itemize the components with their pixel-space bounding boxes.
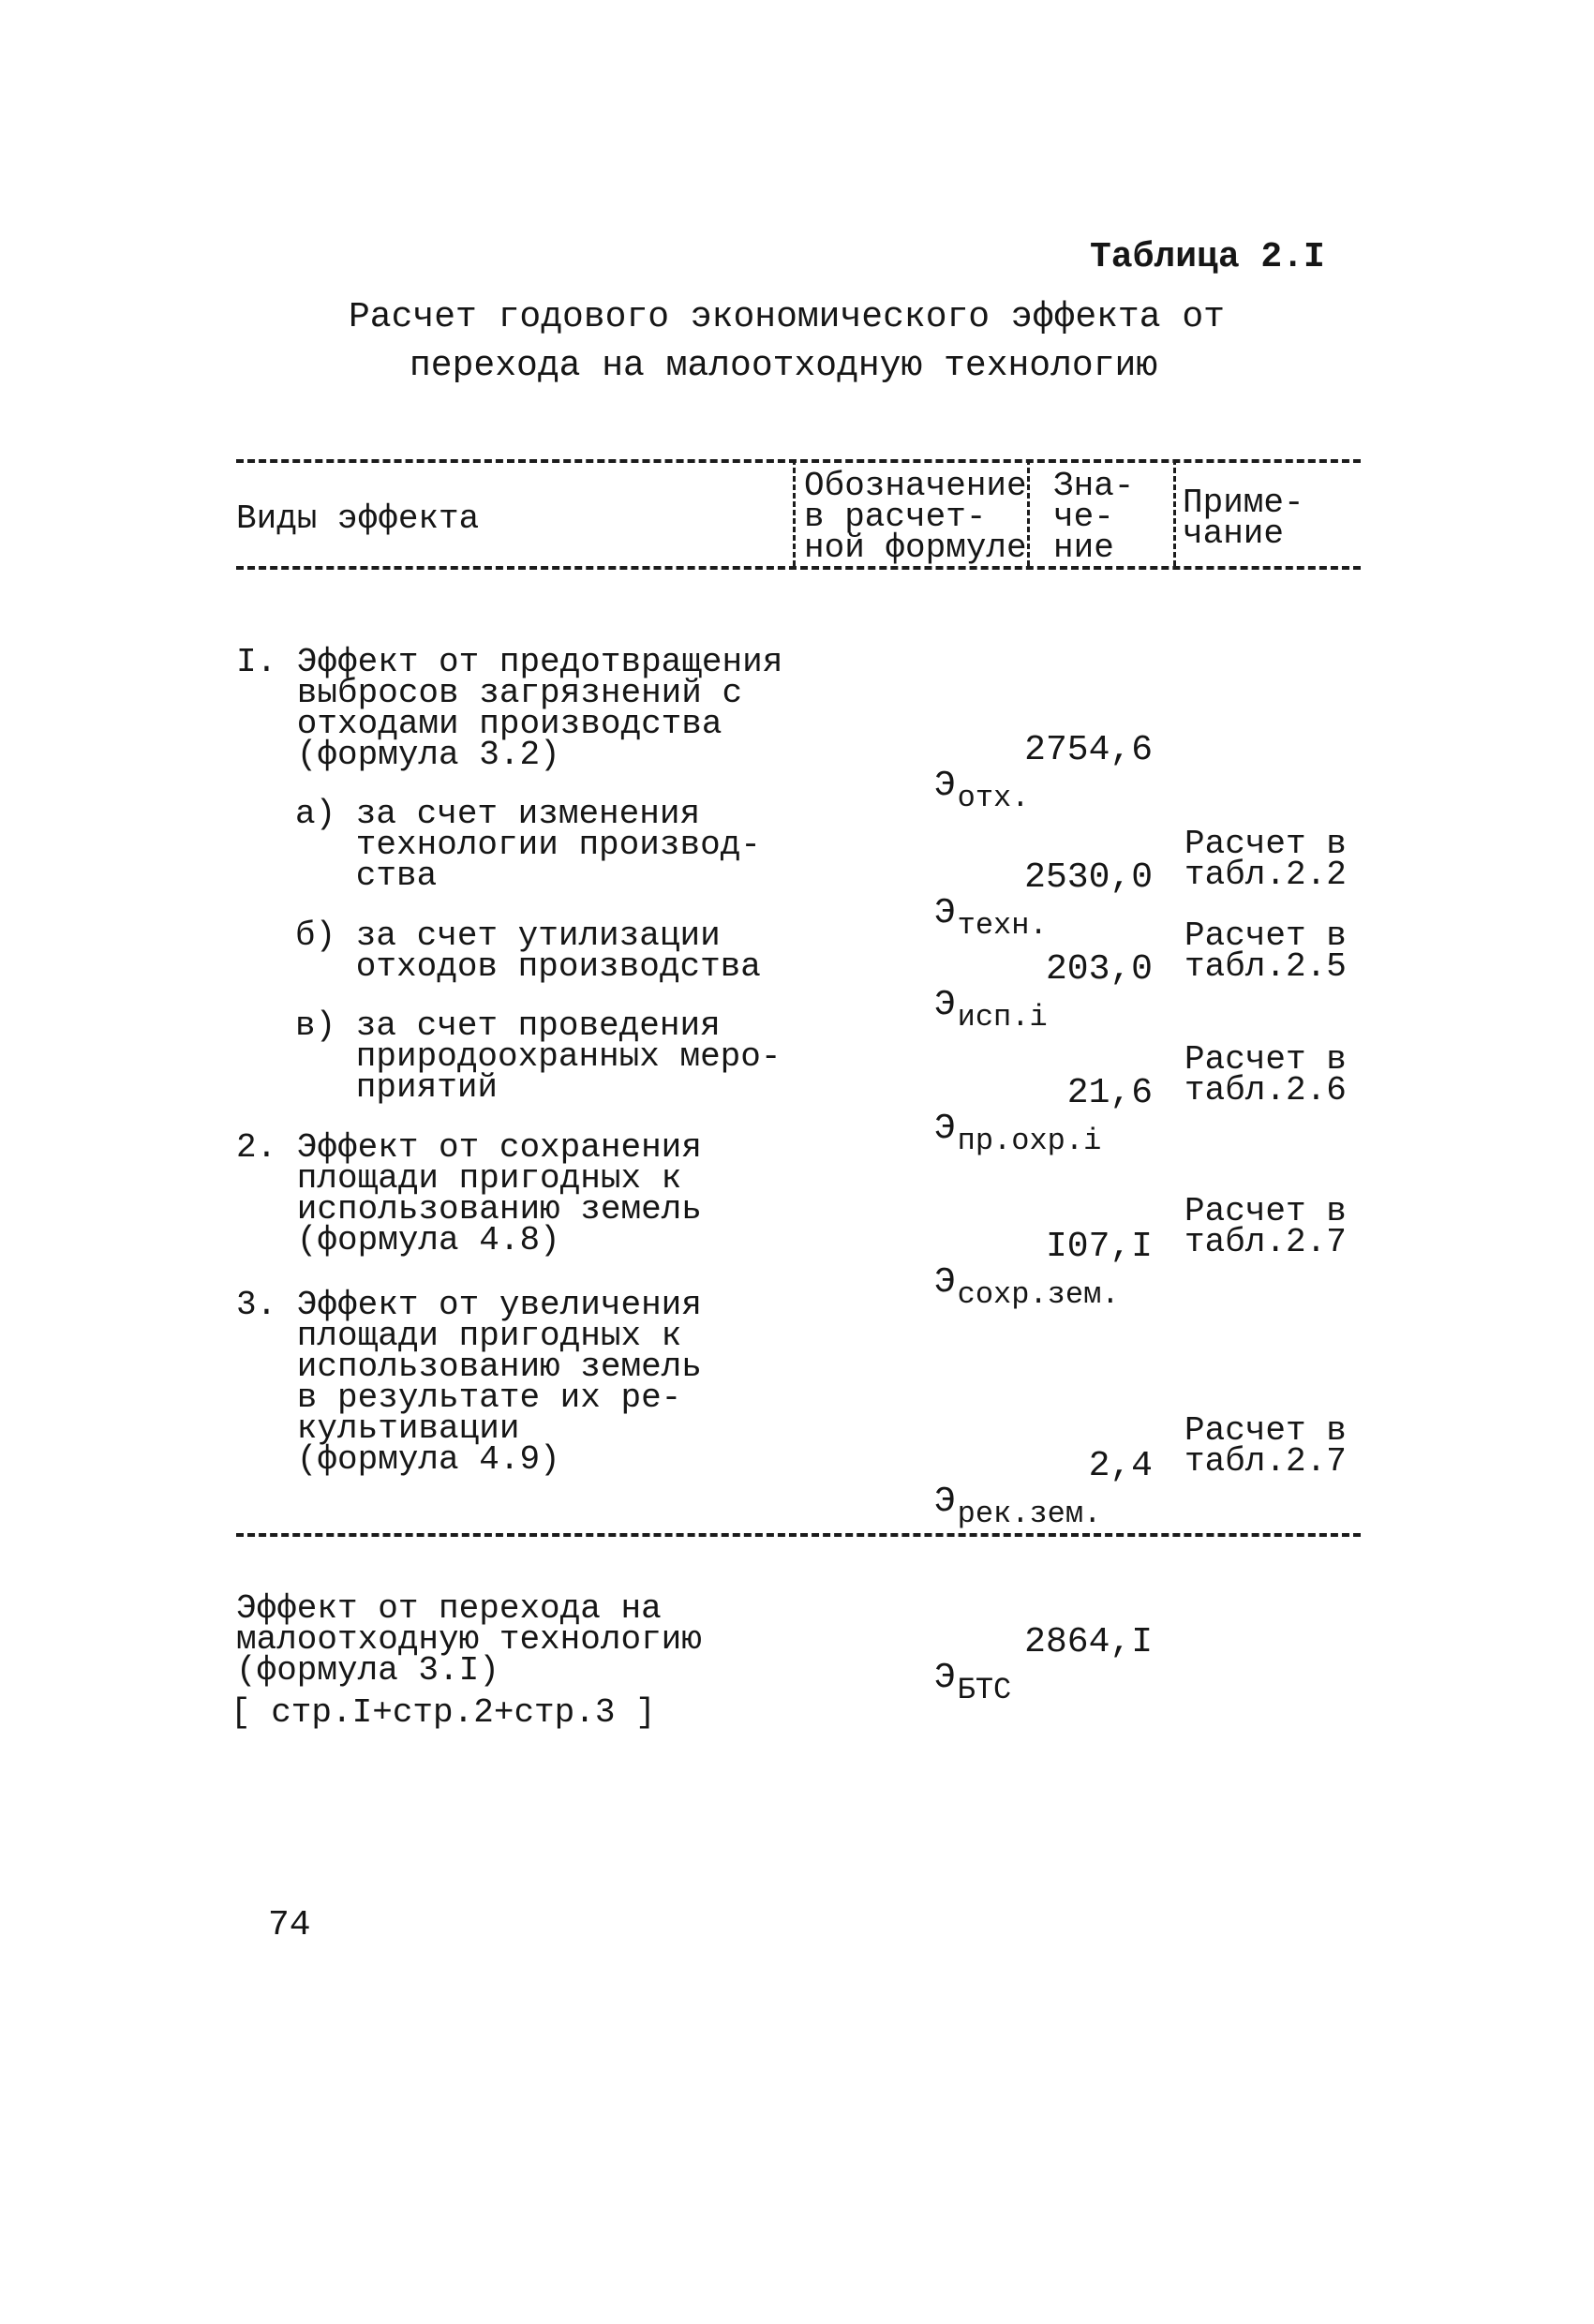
total-symbol <box>806 1625 1011 1732</box>
row-description: 2. Эффект от сохранения площади пригодных к использованию земель (формула 4.8) <box>236 1128 702 1259</box>
total-separator-rule <box>236 1533 1361 1537</box>
row-description: а) за счет изменения технологии производ- ства <box>295 795 761 895</box>
symbol-subscript: техн. <box>957 908 1048 943</box>
table-label: Таблица 2.I <box>1090 237 1325 277</box>
header-top-rule <box>236 459 1361 463</box>
symbol-base: Э <box>933 1658 956 1698</box>
symbol-subscript: БТС <box>957 1673 1012 1707</box>
total-value: 2864,I <box>1024 1622 1153 1662</box>
row-value: 203,0 <box>1045 949 1153 990</box>
symbol-subscript: пр.охр.i <box>957 1124 1102 1158</box>
symbol-base: Э <box>933 985 956 1025</box>
symbol-base: Э <box>933 893 956 933</box>
symbol-base: Э <box>933 766 956 806</box>
table-title-line-1: Расчет годового экономического эффекта от <box>349 297 1225 337</box>
column-divider-2 <box>1027 459 1030 566</box>
column-header-value: Зна- че- ние <box>1053 467 1135 567</box>
table-title-line-2: перехода на малоотходную технологию <box>410 346 1158 386</box>
column-divider-3 <box>1173 459 1176 566</box>
column-header-symbol: Обозначение в расчет- ной формуле <box>804 467 1027 567</box>
symbol-base: Э <box>933 1482 956 1522</box>
row-note: Расчет в табл.2.6 <box>1184 1040 1347 1110</box>
row-note: Расчет в табл.2.7 <box>1184 1411 1347 1481</box>
row-value: 21,6 <box>1066 1073 1153 1113</box>
row-value: 2530,0 <box>1024 857 1153 898</box>
row-description: I. Эффект от предотвращения выбросов загрязнений с отходами производства (формула 3.2) <box>236 643 783 774</box>
column-divider-1 <box>793 459 796 566</box>
row-note: Расчет в табл.2.7 <box>1184 1192 1347 1261</box>
row-description: в) за счет проведения природоохранных меро- приятий <box>295 1006 782 1107</box>
row-description: 3. Эффект от увеличения площади пригодных к использованию земель в результате их ре- культивации (формула 4.9) <box>236 1286 702 1479</box>
symbol-subscript: отх. <box>957 781 1030 815</box>
page-number: 74 <box>268 1905 311 1945</box>
row-value: I07,I <box>1045 1227 1153 1267</box>
symbol-subscript: исп.i <box>957 1000 1048 1035</box>
row-note: Расчет в табл.2.2 <box>1184 825 1347 894</box>
row-value: 2754,6 <box>1024 730 1153 770</box>
total-formula: [ стр.I+стр.2+стр.3 ] <box>231 1693 656 1732</box>
total-description: Эффект от перехода на малоотходную технологию (формула 3.I) <box>236 1589 702 1690</box>
column-header-note: Приме- чание <box>1183 484 1304 553</box>
symbol-subscript: рек.зем. <box>957 1497 1102 1531</box>
column-header-kind: Виды эффекта <box>236 499 480 538</box>
header-bottom-rule <box>236 566 1361 570</box>
symbol-base: Э <box>933 1262 956 1303</box>
symbol-subscript: сохр.зем. <box>957 1277 1120 1312</box>
row-note: Расчет в табл.2.5 <box>1184 916 1347 986</box>
symbol-base: Э <box>933 1109 956 1149</box>
row-value: 2,4 <box>1088 1446 1153 1486</box>
row-description: б) за счет утилизации отходов производства <box>295 916 761 986</box>
